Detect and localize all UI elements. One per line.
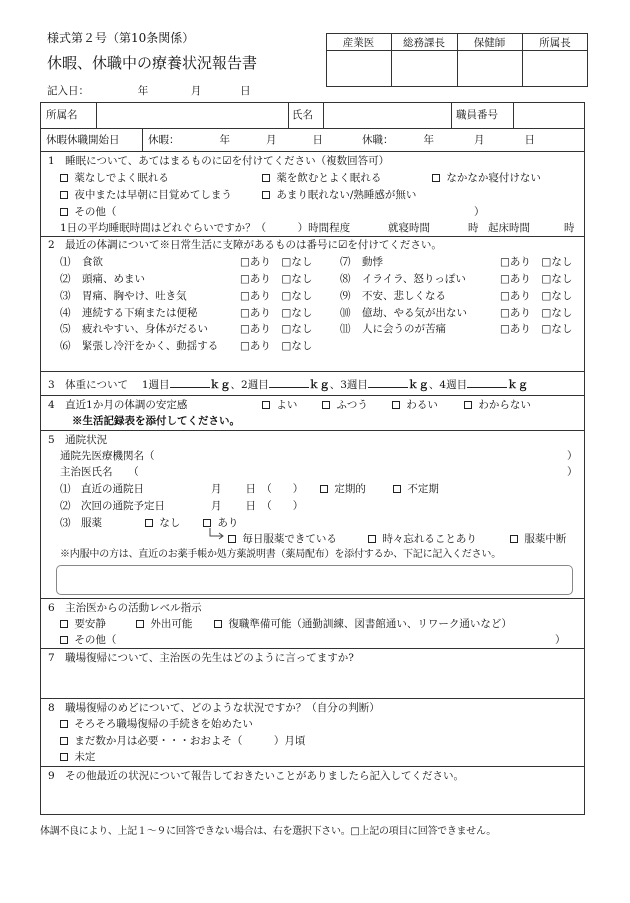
condition-row[interactable]: ⑻ イライラ、怒りっぽい [340, 273, 466, 285]
yes-no-choice[interactable]: □あり □なし [240, 307, 313, 319]
stamp-cell[interactable] [392, 51, 456, 86]
leave-label: 休暇： [148, 134, 180, 146]
entry-date [47, 85, 251, 98]
form-number: 様式第２号（第10条関係） [47, 31, 195, 45]
checkbox-icon[interactable] [464, 401, 472, 409]
entry-month-field[interactable]: 月 [190, 85, 202, 97]
staff-no-label: 職員番号 [456, 109, 498, 121]
wake-time[interactable]: 起床時間 時 [488, 222, 575, 234]
recent-visit-label: ⑴ 直近の通院日 [60, 483, 144, 495]
checkbox-icon[interactable] [432, 174, 440, 182]
visit-regular-option[interactable]: 定期的 [320, 483, 366, 496]
start-date-label: 休暇休職開始日 [46, 134, 120, 146]
checkbox-icon[interactable] [60, 620, 68, 628]
stamp-cell[interactable] [523, 51, 587, 86]
checkbox-icon[interactable] [60, 191, 68, 199]
staff-no-field[interactable] [514, 103, 584, 127]
checkbox-icon[interactable] [60, 737, 68, 745]
sleep-option[interactable]: 薬なしでよく眠れる [60, 172, 169, 185]
sleep-other-close: ） [474, 206, 485, 218]
hospital-name-field[interactable] [170, 449, 564, 463]
sleep-heading: 1 睡眠について、あてはまるものに☑を付けてください（複数回答可） [48, 155, 390, 167]
checkbox-icon[interactable] [60, 720, 68, 728]
sleep-option[interactable]: 薬を飲むとよく眠れる [262, 172, 381, 185]
checkbox-icon[interactable] [60, 753, 68, 761]
sleep-option[interactable]: 夜中または早朝に目覚めてしまう [60, 189, 232, 202]
checkbox-icon[interactable] [60, 174, 68, 182]
other-report-field[interactable] [41, 785, 584, 813]
dept-label: 所属名 [46, 109, 78, 121]
condition-row[interactable]: ⑵ 頭痛、めまい [60, 273, 145, 285]
name-label: 氏名 [292, 109, 313, 121]
yes-no-choice[interactable]: □あり □なし [240, 290, 313, 302]
sub-arrow-icon [208, 528, 226, 540]
footer-note[interactable]: 体調不良により、上記１～９に回答できない場合は、右を選択下さい。□上記の項目に回答できません。 [40, 826, 496, 837]
name-field[interactable] [324, 103, 450, 127]
stability-option[interactable]: ふつう [322, 399, 368, 412]
medication-label: ⑶ 服薬 [60, 517, 102, 529]
return-opinion-heading: 7 職場復帰について、主治医の先生はどのように言ってますか? [48, 652, 354, 664]
weight-week4-field[interactable] [467, 378, 507, 388]
checkbox-icon[interactable] [368, 535, 376, 543]
approver-industrial-doctor: 産業医 [342, 37, 375, 49]
activity-option[interactable]: 復職準備可能（通勤訓練、図書館通い、リワーク通いなど） [214, 618, 512, 631]
yes-no-choice[interactable]: □あり □なし [500, 307, 573, 319]
next-visit-date[interactable]: 月 日 （ ） [211, 500, 304, 512]
activity-option-other[interactable]: その他（ [60, 634, 116, 647]
approver-general-affairs: 総務課長 [403, 37, 445, 49]
checkbox-icon[interactable] [392, 401, 400, 409]
yes-no-choice[interactable]: □あり □なし [500, 290, 573, 302]
condition-row[interactable]: ⑽ 億劫、やる気が出ない [340, 307, 467, 319]
dept-field[interactable] [97, 103, 287, 127]
avg-sleep-question[interactable]: 1日の平均睡眠時間はどれぐらいですか？（ ）時間程度 [60, 222, 351, 234]
checkbox-icon[interactable] [214, 620, 222, 628]
form-title: 休暇、休職中の療養状況報告書 [47, 54, 258, 72]
checkbox-icon[interactable] [320, 485, 328, 493]
medication-none-option[interactable]: なし [145, 517, 180, 530]
stability-option[interactable]: よい [262, 399, 297, 412]
weight-heading: 3 体重について [48, 379, 128, 391]
yes-no-choice[interactable]: □あり □なし [240, 273, 313, 285]
return-outlook-heading: 8 職場復帰のめどについて、どのような状況ですか？（自分の判断） [48, 702, 380, 714]
sleep-option[interactable]: あまり眠れない/熟睡感が無い [262, 189, 416, 202]
yes-no-choice[interactable]: □あり □なし [240, 340, 313, 352]
leave-start-date[interactable]: 休暇： 年 月 日 [148, 134, 323, 146]
checkbox-icon[interactable] [393, 485, 401, 493]
checkbox-icon[interactable] [322, 401, 330, 409]
approver-dept-head: 所属長 [539, 37, 571, 49]
condition-row[interactable]: ⑷ 連続する下痢または便秘 [60, 307, 198, 319]
yes-no-choice[interactable]: □あり □なし [500, 256, 573, 268]
stability-option[interactable]: わるい [392, 399, 438, 412]
weight-row: 3 体重について 1週目 ｋｇ、2週目 ｋｇ、3週目 ｋｇ、4週目 ｋｇ [48, 379, 529, 391]
sometimes-forget-option[interactable]: 時々忘れることあり [368, 533, 477, 546]
sleep-option-other[interactable]: その他（ [60, 206, 116, 219]
return-outlook-option[interactable]: そろそろ職場復帰の手続きを始めたい [60, 718, 253, 731]
weight-week3-field[interactable] [368, 378, 408, 388]
stamp-cell[interactable] [327, 51, 390, 86]
daily-medication-option[interactable]: 毎日服薬できている [228, 533, 337, 546]
return-opinion-field[interactable] [41, 667, 584, 697]
weight-week1-field[interactable] [170, 378, 210, 388]
checkbox-icon[interactable] [145, 519, 153, 527]
life-record-note: ※生活記録表を添付してください。 [72, 415, 240, 427]
medication-stopped-option[interactable]: 服薬中断 [510, 533, 566, 546]
yes-no-choice[interactable]: □あり □なし [500, 323, 573, 335]
condition-row[interactable]: ⑶ 胃痛、胸やけ、吐き気 [60, 290, 187, 302]
visit-irregular-option[interactable]: 不定期 [393, 483, 439, 496]
condition-row[interactable]: ⑹ 緊張し冷汗をかく、動揺する [60, 340, 219, 352]
checkbox-icon[interactable] [136, 620, 144, 628]
entry-year-field[interactable]: 年 [137, 85, 149, 97]
checkbox-icon[interactable] [262, 174, 270, 182]
checkbox-icon[interactable] [60, 208, 68, 216]
condition-heading: 2 最近の体調について※日常生活に支障があるものは番号に☑を付けてください。 [48, 239, 442, 251]
medication-detail-field[interactable] [56, 565, 573, 595]
stability-heading: 4 直近1か月の体調の安定感 [48, 399, 188, 411]
suspension-start-date[interactable]: 休職： 年 月 日 [362, 134, 535, 146]
next-visit-label: ⑵ 次回の通院予定日 [60, 500, 165, 512]
yes-no-choice[interactable]: □あり □なし [500, 273, 573, 285]
return-outlook-option[interactable]: まだ数か月は必要・・・おおよそ（ ）月頃 [60, 735, 305, 748]
activity-option[interactable]: 要安静 [60, 618, 106, 631]
stability-option[interactable]: わからない [464, 399, 531, 412]
stamp-cell[interactable] [458, 51, 521, 86]
medication-note: ※内服中の方は、直近のお薬手帳か処方薬説明書（薬局配布）を添付するか、下記に記入ください。 [60, 549, 501, 560]
return-outlook-option[interactable]: 未定 [60, 751, 95, 764]
checkbox-icon[interactable] [262, 401, 270, 409]
condition-row[interactable]: ⑴ 食欲 [60, 256, 103, 268]
yes-no-choice[interactable]: □あり □なし [240, 256, 313, 268]
recent-visit-date[interactable]: 月 日 （ ） [211, 483, 304, 495]
entry-day-field[interactable]: 日 [240, 85, 251, 97]
suspension-label: 休職： [362, 134, 394, 146]
checkbox-icon[interactable] [228, 535, 236, 543]
checkbox-icon[interactable] [262, 191, 270, 199]
other-report-heading: 9 その他最近の状況について報告しておきたいことがありましたら記入してください。 [48, 770, 464, 782]
condition-row[interactable]: ⑺ 動悸 [340, 256, 383, 268]
approver-nurse: 保健師 [473, 37, 506, 49]
medication-has-option[interactable]: あり [203, 517, 238, 530]
hospital-name-label: 通院先医療機関名（ [60, 450, 155, 462]
activity-option[interactable]: 外出可能 [136, 618, 192, 631]
sleep-option[interactable]: なかなか寝付けない [432, 172, 541, 185]
checkbox-icon[interactable] [203, 519, 211, 527]
condition-row[interactable]: ⑾ 人に会うのが苦痛 [340, 323, 446, 335]
doctor-name-field[interactable] [170, 465, 564, 479]
condition-row[interactable]: ⑼ 不安、悲しくなる [340, 290, 446, 302]
doctor-name-label: 主治医氏名 （ [60, 466, 139, 478]
hospital-heading: 5 通院状況 [48, 434, 108, 446]
weight-week2-field[interactable] [269, 378, 309, 388]
checkbox-icon[interactable] [60, 636, 68, 644]
checkbox-icon[interactable] [510, 535, 518, 543]
entry-date-label: 記入日： [47, 85, 89, 97]
yes-no-choice[interactable]: □あり □なし [240, 323, 313, 335]
condition-row[interactable]: ⑸ 疲れやすい、身体がだるい [60, 323, 208, 335]
bed-time[interactable]: 就寝時間 時 [388, 222, 479, 234]
activity-heading: 6 主治医からの活動レベル指示 [48, 602, 202, 614]
